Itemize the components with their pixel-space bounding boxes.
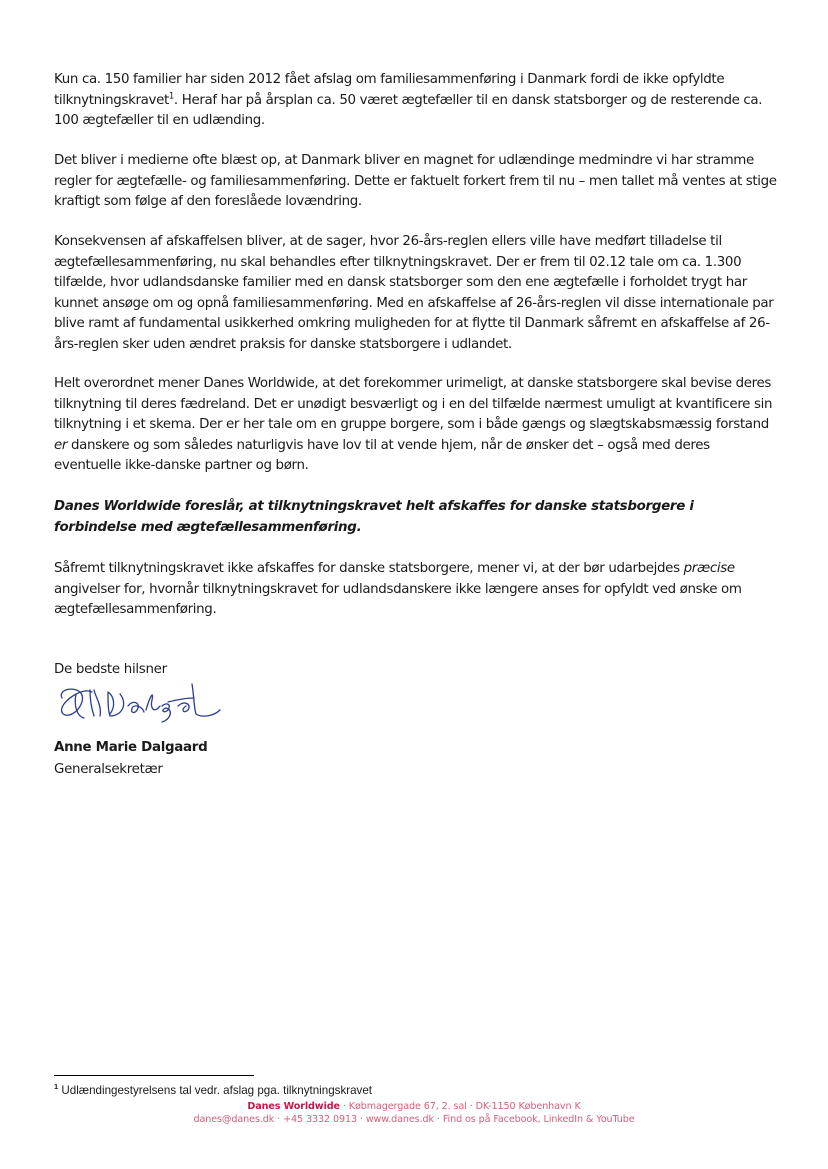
paragraph-position <box>54 374 779 477</box>
paragraph-text: Kun ca. 150 familier har siden 2012 fået afslag om familiesammenføring i Danmark fordi de ikke opfyldte tilknytningskravet <box>54 72 725 108</box>
paragraph-text: angivelser for, hvornår tilknytningskravet for udlandsdanskere ikke længere anses for opfyldt ved ønske om ægtefællesammenføring. <box>54 581 742 617</box>
footer-contact-line: danes@danes.dk · +45 3332 0913 · www.danes.dk · Find os på Facebook, LinkedIn & YouTube <box>193 1114 635 1125</box>
footer-address-line <box>0 1100 828 1113</box>
emphasis-text: præcise <box>683 561 735 576</box>
paragraph-proposal <box>54 497 779 538</box>
paragraph-text: Helt overordnet mener Danes Worldwide, at det forekommer urimeligt, at danske statsborgere skal bevise deres tilknytning til deres fædreland. Det er unødigt besværligt og i en del tilfælde nærmest umuligt at kvantificere sin tilknytning i et skema. Der er her tale om en gruppe borgere, som i både gængs og slægtskabsmæssig forstand <box>54 376 773 432</box>
footer-address: · Købmagergade 67, 2. sal · DK-1150 København K <box>339 1101 581 1112</box>
emphasis-text: er <box>54 437 68 453</box>
footnote-text: Udlændingestyrelsens tal vedr. afslag pga. tilknytningskravet <box>61 1084 373 1097</box>
paragraph-text: Det bliver i medierne ofte blæst op, at Danmark bliver en magnet for udlændinge medmindre vi har stramme regler for ægtefælle- og familiesammenføring. Dette er faktuelt forkert frem til nu – men tallet må ventes at stige kraftigt som følge af den foreslåede lovændring. <box>54 153 777 209</box>
paragraph-text: danskere og som således naturligvis have lov til at vende hjem, når de ønsker det – også med deres eventuelle ikke-danske partner og børn. <box>54 437 710 473</box>
footnote-reference: 1 <box>168 91 174 102</box>
paragraph-media <box>54 151 779 213</box>
proposal-text: Danes Worldwide foreslår, at tilknytningskravet helt afskaffes for danske statsborgere i forbindelse med ægtefællesammenføring. <box>54 499 694 535</box>
handwritten-signature <box>54 676 224 734</box>
footnote <box>54 1084 372 1098</box>
footnote-divider <box>54 1075 254 1076</box>
greeting: De bedste hilsner <box>54 662 167 677</box>
footer-brand: Danes Worldwide <box>247 1101 340 1112</box>
footnote-marker: 1 <box>54 1082 59 1092</box>
paragraph-text: Konsekvensen af afskaffelsen bliver, at de sager, hvor 26-års-reglen ellers ville have medført tilladelse til ægtefællesammenføring, nu skal behandles efter tilknytningskravet. Der er frem til 02.12 tale om ca. 1.300 tilfælde, hvor udlandsdanske familier med en dansk statsborger som den ene ægtefælle i forholdet trygt har kunnet ansøge om og opnå familiesammenføring. Med en afskaffelse af 26-års-reglen vil disse internationale par blive ramt af fundamental usikkerhed omkring muligheden for at flytte til Danmark såfremt en afskaffelse af 26-års-reglen sker uden ændret praksis for danske statsborgere i udlandet. <box>54 234 774 352</box>
paragraph-text: Såfremt tilknytningskravet ikke afskaffes for danske statsborgere, mener vi, at der bør udarbejdes <box>54 561 684 576</box>
paragraph-alternative <box>54 559 779 621</box>
signatory-name: Anne Marie Dalgaard <box>54 740 208 755</box>
paragraph-consequence <box>54 232 779 355</box>
paragraph-text: . Heraf har på årsplan ca. 50 været ægtefæller til en dansk statsborger og de resterende ca. 100 ægtefæller til en udlænding. <box>54 92 763 128</box>
signatory-title: Generalsekretær <box>54 762 163 777</box>
paragraph-rejections <box>54 70 779 132</box>
